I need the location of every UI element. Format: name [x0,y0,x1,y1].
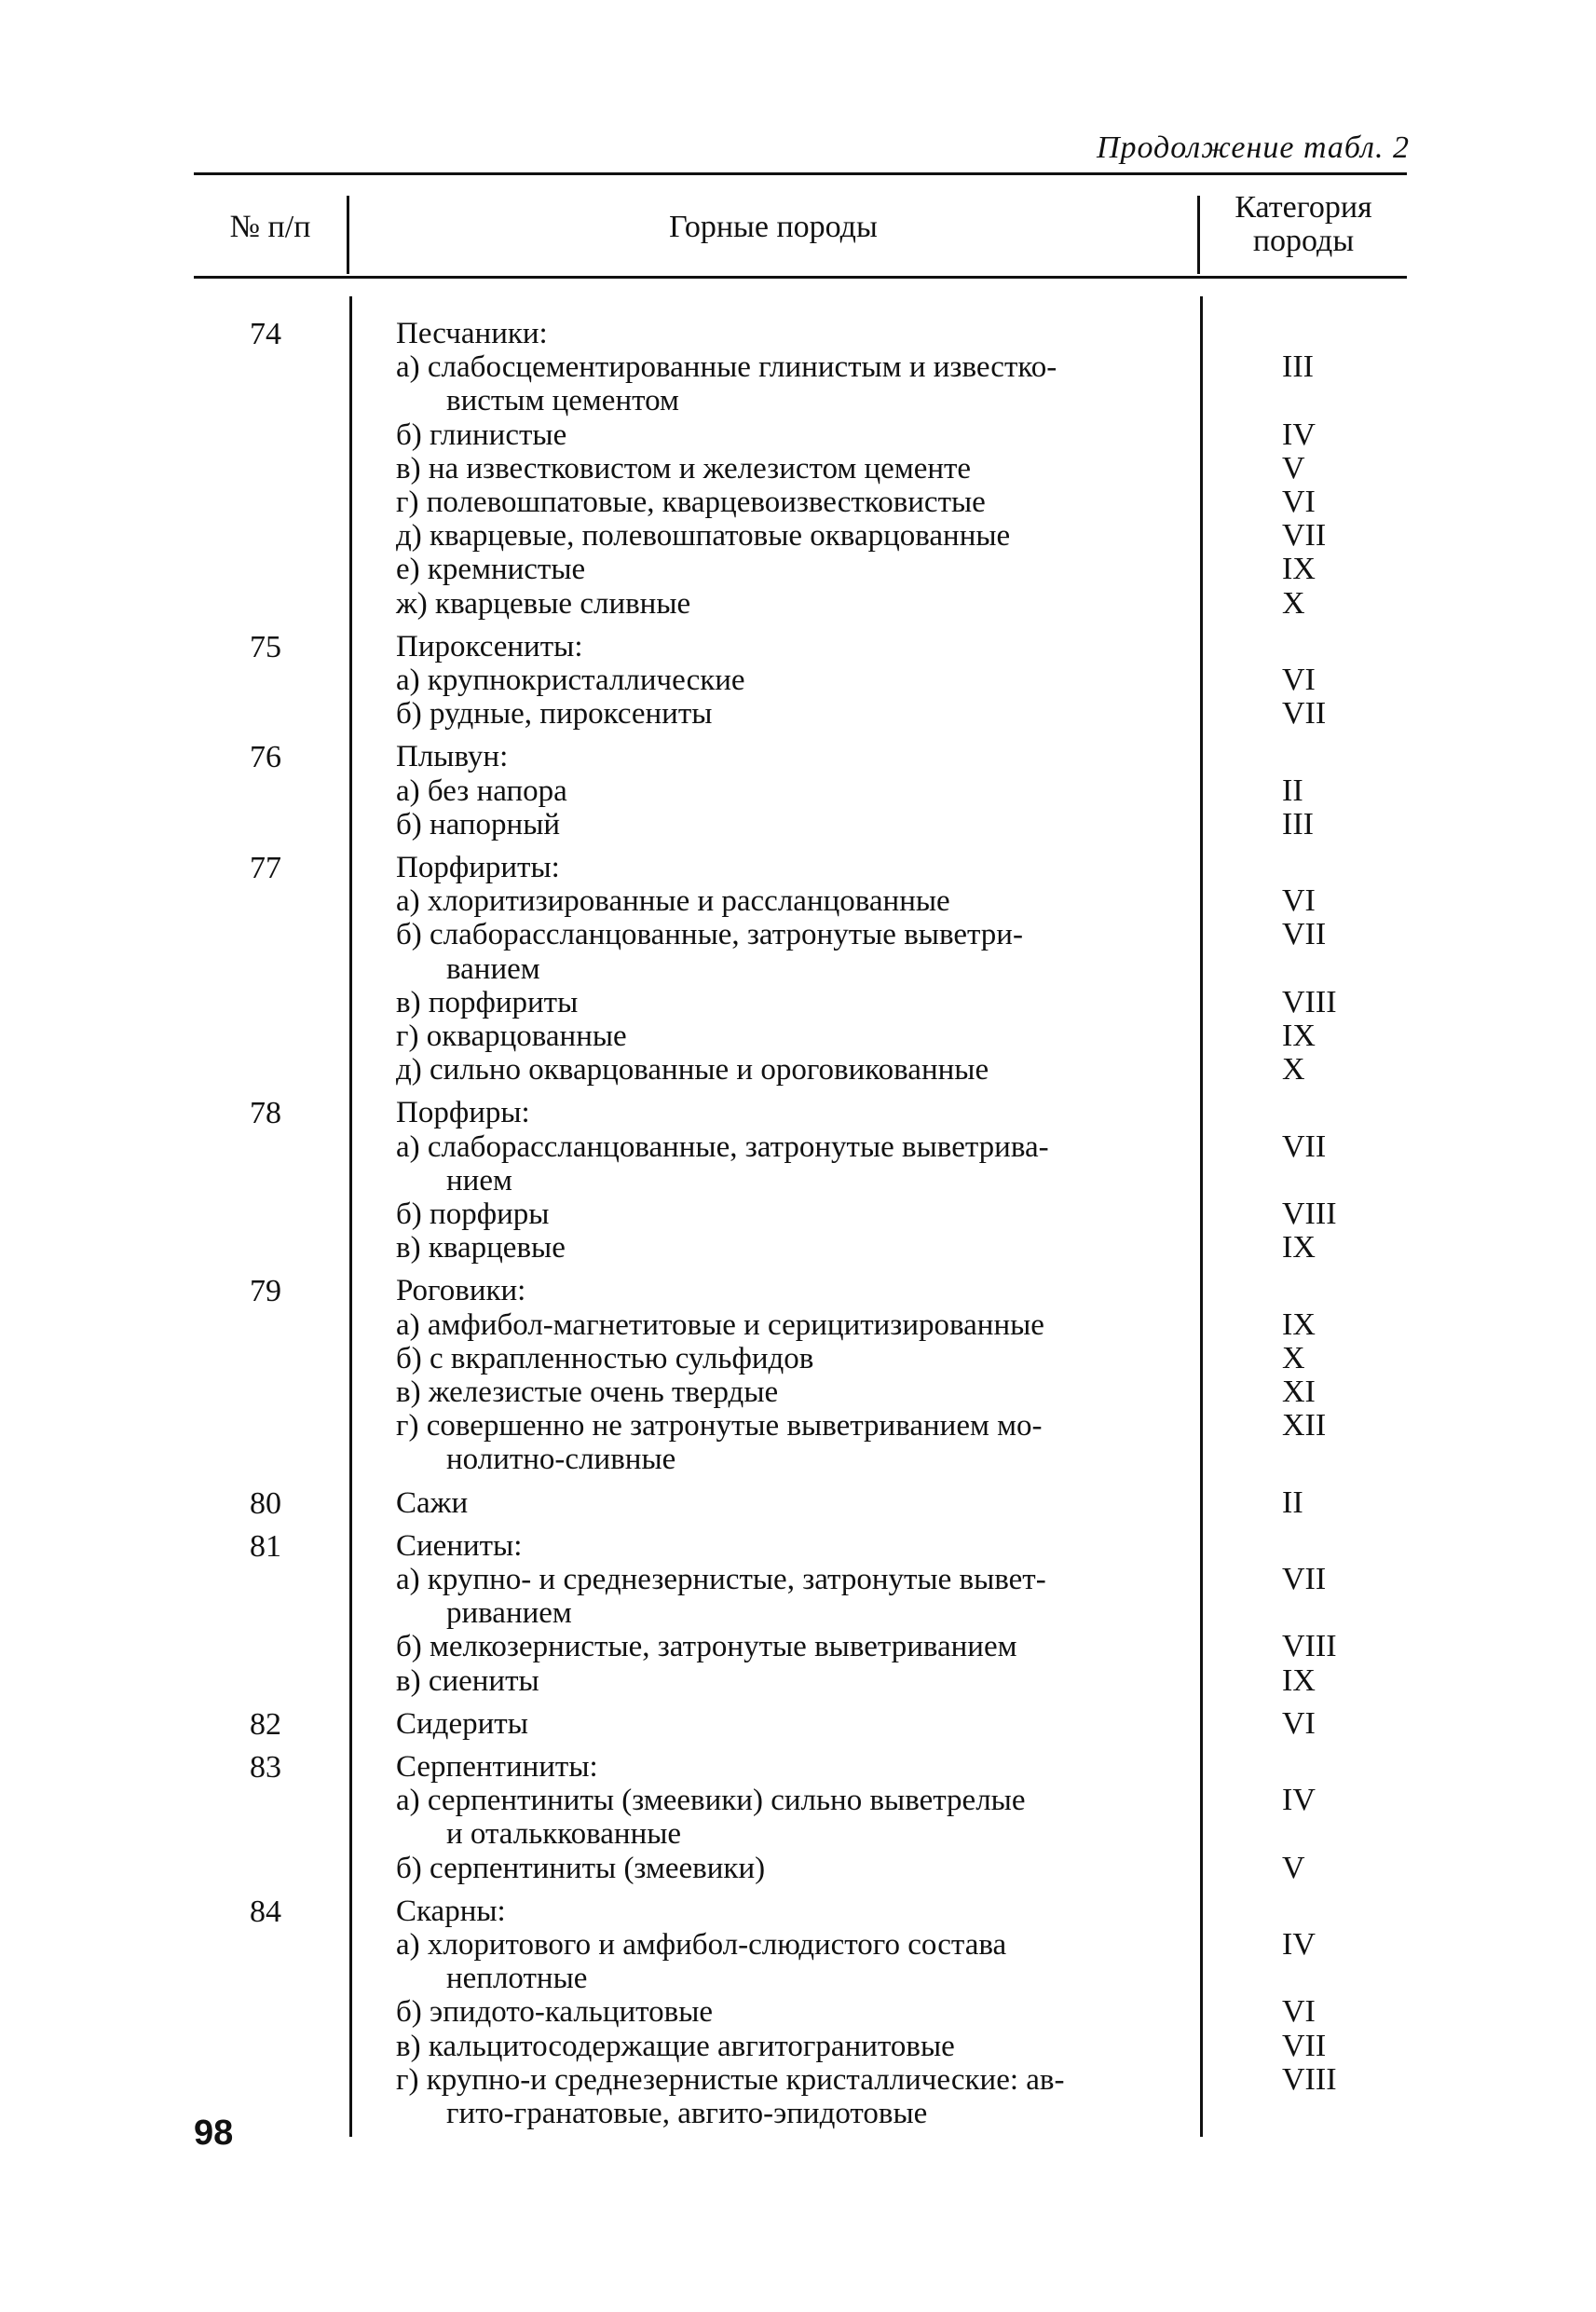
rock-variety: в) сиениты [396,1663,539,1698]
rock-category: XII [1282,1408,1327,1443]
header-category-line2: породы [1252,224,1355,258]
rock-description [396,1486,1207,1520]
rock-category: XI [1282,1374,1316,1409]
rock-category [1282,384,1379,417]
rock-category [1282,317,1379,350]
rock-category: IV [1282,417,1316,452]
rock-category [1282,1596,1379,1630]
rock-variety: б) рудные, пироксениты [396,697,713,732]
rock-category: VIII [1282,1629,1337,1664]
rock-variety: д) кварцевые, полевошпатовые окварцованные [396,519,1011,554]
rock-variety: б) слаборассланцованные, затронутые выветри- [396,918,1023,952]
rock-category: VII [1282,917,1327,952]
header-category [1200,191,1407,258]
rock-variety: в) порфириты [396,985,579,1019]
rock-variety-continuation: вистым цементом [446,384,679,418]
rock-category [1282,1529,1379,1563]
category-column [1239,317,1379,621]
rock-variety: б) порфиры [396,1197,550,1231]
rock-variety-continuation: нолитно-сливные [446,1443,676,1477]
category-column [1239,1529,1379,1698]
rock-category: VI [1282,883,1316,919]
rock-category [1282,1443,1379,1476]
category-column [1239,1895,1379,2130]
header-bottom-rule [194,276,1407,279]
rock-variety: б) глинистые [396,417,567,452]
rock-category [1282,1096,1379,1129]
category-column [1239,740,1379,841]
rock-category [1282,1817,1379,1851]
rock-group-title: Роговики: [396,1274,526,1308]
rock-category: II [1282,773,1303,808]
rock-category: IX [1282,552,1316,587]
rock-variety: г) крупно-и среднезернистые кристаллические: ав- [396,2062,1065,2097]
rock-variety-continuation: неплотные [446,1962,588,1996]
rock-variety: в) кальцитосодержащие авгитогранитовые [396,2029,955,2063]
header-category-line1: Категория [1235,190,1372,225]
rock-variety-continuation: ванием [446,951,540,986]
rock-variety: а) слаборассланцованные, затронутые выветрива- [396,1129,1049,1164]
rock-group-title: Сиениты: [396,1528,523,1563]
rock-category: X [1282,1340,1305,1375]
rock-category [1282,630,1379,664]
rock-category: VIII [1282,984,1337,1019]
header-num: № п/п [229,210,311,244]
rock-variety: б) эпидото-кальцитовые [396,1995,714,2030]
rock-variety-continuation: нием [446,1163,512,1197]
rock-variety: а) без напора [396,773,567,808]
rock-variety: б) с вкрапленностью сульфидов [396,1341,814,1375]
row-number: 75 [250,629,281,664]
rock-variety-continuation: и отальккованные [446,1817,682,1852]
rock-variety: г) окварцованные [396,1019,627,1053]
row-number: 81 [250,1528,281,1564]
rock-category: X [1282,585,1305,621]
row-number: 83 [250,1750,281,1785]
category-column [1239,1096,1379,1265]
table-caption: Продолжение табл. 2 [1096,130,1410,165]
row-number: 76 [250,740,281,775]
rock-category: VI [1282,1705,1316,1741]
category-column [1239,1486,1379,1520]
body-separator-left [349,296,352,2137]
row-number: 84 [250,1894,281,1929]
rock-group-title: Сидериты [396,1706,528,1741]
rock-variety: д) сильно окварцованные и ороговикованные [396,1053,989,1088]
rock-description [396,1529,1207,1698]
rock-category: IX [1282,1662,1316,1698]
rock-variety: е) кремнистые [396,553,586,587]
header-rock: Горные породы [669,210,878,244]
rock-category: IX [1282,1230,1316,1265]
rock-variety-continuation: гито-гранатовые, авгито-эпидотовые [446,2096,928,2130]
rock-category [1282,1164,1379,1197]
rock-description [396,317,1207,621]
rock-variety: а) хлоритового и амфибол-слюдистого состава [396,1927,1007,1962]
rock-variety: а) крупнокристаллические [396,663,745,697]
rock-variety: б) серпентиниты (змеевики) [396,1851,766,1885]
rock-variety: б) мелкозернистые, затронутые выветриванием [396,1630,1017,1664]
rock-description [396,1096,1207,1265]
category-column [1239,630,1379,732]
rock-variety: г) совершенно не затронутые выветриванием мо- [396,1409,1043,1443]
category-column [1239,1707,1379,1741]
rock-category: VIII [1282,1196,1337,1231]
row-number: 78 [250,1096,281,1131]
rock-category [1282,2097,1379,2130]
row-number: 80 [250,1485,281,1521]
rock-category: VIII [1282,2061,1337,2097]
rock-category: IV [1282,1783,1316,1818]
rock-variety: г) полевошпатовые, кварцевоизвестковистые [396,485,986,519]
rock-category: VII [1282,1129,1327,1164]
rock-category: IX [1282,1018,1316,1053]
rock-category: VII [1282,2028,1327,2063]
row-number: 79 [250,1274,281,1309]
rock-category: V [1282,450,1305,486]
rock-description [396,1895,1207,2130]
rock-category: VI [1282,662,1316,697]
row-number: 74 [250,317,281,351]
rock-variety: а) амфибол-магнетитовые и серицитизированные [396,1307,1044,1342]
rock-category [1282,1274,1379,1307]
header-top-rule [194,172,1407,175]
category-column [1239,1274,1379,1476]
rock-group-title: Песчаники: [396,317,548,350]
rock-group-title: Пироксениты: [396,629,583,664]
rock-category: III [1282,349,1314,385]
rock-variety: а) хлоритизированные и рассланцованные [396,884,950,919]
rock-variety-continuation: риванием [446,1596,572,1631]
rock-category: VI [1282,484,1316,519]
rock-variety: а) слабосцементированные глинистым и известко- [396,350,1057,385]
rock-category [1282,740,1379,773]
rock-category: X [1282,1052,1305,1088]
page-number: 98 [194,2114,234,2153]
rock-category [1282,1962,1379,1995]
rock-group-title: Серпентиниты: [396,1750,598,1784]
rock-category: III [1282,806,1314,841]
rock-category: II [1282,1484,1303,1520]
category-column [1239,1750,1379,1885]
rock-group-title: Порфириты: [396,851,560,884]
rock-category [1282,952,1379,986]
rock-group-title: Порфиры: [396,1096,530,1130]
row-number: 82 [250,1706,281,1742]
rock-description [396,630,1207,732]
rock-group-title: Скарны: [396,1894,506,1928]
rock-variety: в) железистые очень твердые [396,1375,779,1409]
rock-variety: б) напорный [396,807,561,841]
rock-category: VII [1282,696,1327,732]
row-number: 77 [250,851,281,885]
rock-category: IX [1282,1306,1316,1342]
rock-group-title: Плывун: [396,740,509,774]
rock-category [1282,1895,1379,1928]
category-column [1239,851,1379,1087]
rock-variety: а) серпентиниты (змеевики) сильно выветрелые [396,1784,1026,1818]
rock-category: VII [1282,518,1327,554]
rock-description [396,1707,1207,1741]
rock-variety: а) крупно- и среднезернистые, затронутые вывет- [396,1562,1046,1596]
rock-variety: в) на известковистом и железистом цементе [396,451,972,486]
rock-description [396,740,1207,841]
rock-variety: в) кварцевые [396,1231,566,1265]
rock-description [396,1750,1207,1885]
rock-description [396,1274,1207,1476]
rock-category: IV [1282,1926,1316,1962]
rock-category: V [1282,1850,1305,1885]
rock-category: VII [1282,1561,1327,1596]
rock-group-title: Сажи [396,1485,469,1520]
rock-variety: ж) кварцевые сливные [396,586,691,621]
rock-category [1282,851,1379,884]
rock-category [1282,1750,1379,1784]
rock-description [396,851,1207,1087]
rock-category: VI [1282,1994,1316,2030]
